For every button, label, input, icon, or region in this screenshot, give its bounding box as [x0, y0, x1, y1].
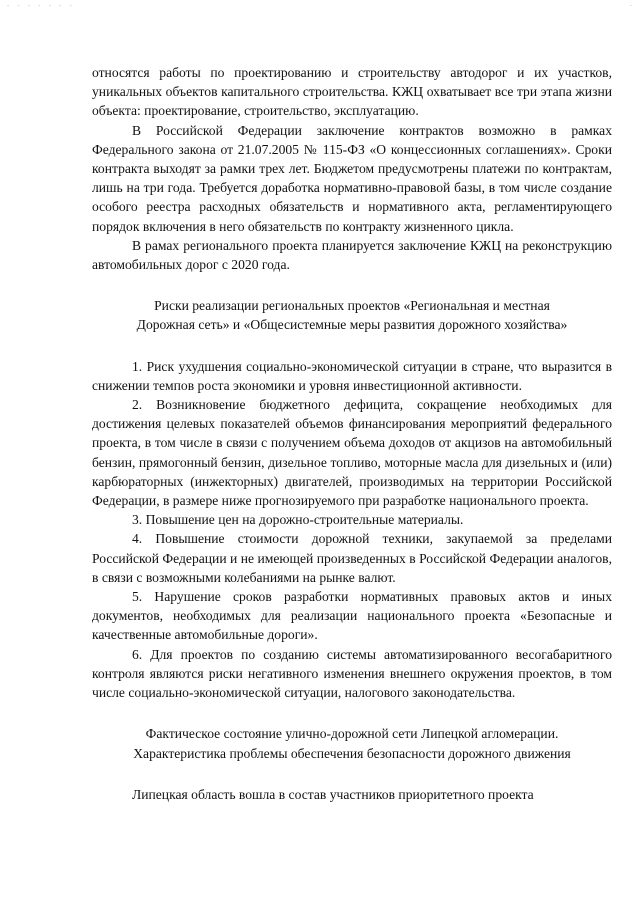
risk-item: 3. Повышение цен на дорожно-строительные материалы. — [132, 512, 464, 528]
state-heading-line-1: Фактическое состояние улично-дорожной сети Липецкой агломерации. — [145, 726, 559, 742]
risk-item: 6. Для проектов по созданию системы автоматизированного весогабаритного контроля являются риски негативного изменения внешнего окружения проектов, в том числе социально-экономической ситуации, налогового законодательства. — [92, 646, 612, 701]
scan-marks-right: · — [628, 2, 634, 10]
state-heading-line-2: Характеристика проблемы обеспечения безопасности дорожного движения — [133, 745, 571, 761]
spacer — [92, 274, 612, 296]
risks-heading-line-2: Дорожная сеть» и «Общесистемные меры развития дорожного хозяйства» — [136, 317, 568, 333]
paragraph-continuation: относятся работы по проектированию и строительству автодорог и их участков, уникальных объектов капитального строительства. КЖЦ охватывает все три этапа жизни объекта: проектирование, строительство, эксплуатацию. — [92, 65, 612, 119]
spacer — [92, 335, 612, 357]
risks-heading-line-1: Риски реализации региональных проектов «Региональная и местная — [154, 298, 550, 314]
paragraph-lipetsk-region: Липецкая область вошла в состав участников приоритетного проекта — [132, 786, 534, 802]
spacer — [92, 702, 612, 724]
paragraph-federal-law: В Российской Федерации заключение контрактов возможно в рамках Федерального закона от 21.07.2005 № 115-ФЗ «О концессионных соглашениях». Сроки контракта выходят за рамки трех лет. Бюджетом предусмотрены платежи по контрактам, лишь на три года. Требуется доработка нормативно-правовой базы, в том числе создание особого реестра расходных обязательств и нормативного акта, регламентирующего порядок включения в него обязательств по контракту жизненного цикла. — [92, 122, 612, 234]
scan-marks-left: - - - - - - - — [6, 2, 74, 10]
risk-item: 1. Риск ухудшения социально-экономической ситуации в стране, что выразится в снижении темпов роста экономики и уровня инвестиционной активности. — [92, 358, 612, 393]
scan-marks — [6, 2, 634, 10]
risk-item: 4. Повышение стоимости дорожной техники, закупаемой за пределами Российской Федерации и не имеющей произведенных в Российской Федерации аналогов, в связи с возможными колебаниями на рынке валют. — [92, 531, 612, 585]
risk-item: 2. Возникновение бюджетного дефицита, сокращение необходимых для достижения целевых показателей объемов финансирования мероприятий федерального проекта, в том числе в связи с получением объема доходов от акцизов на автомобильный бензин, прямогонный бензин, дизельное топливо, моторные масла для дизельных и (или) карбюраторных (инжекторных) двигателей, производимых на территории Российской Федерации, в размере ниже прогнозируемого при разработке национального проекта. — [92, 397, 612, 509]
risk-item: 5. Нарушение сроков разработки нормативных правовых актов и иных документов, необходимых для реализации национального проекта «Безопасные и качественные автомобильные дороги». — [92, 589, 612, 643]
document-body — [92, 63, 612, 804]
spacer — [92, 763, 612, 785]
paragraph-regional-project: В рамах регионального проекта планируется заключение КЖЦ на реконструкцию автомобильных дорог с 2020 года. — [92, 237, 612, 273]
